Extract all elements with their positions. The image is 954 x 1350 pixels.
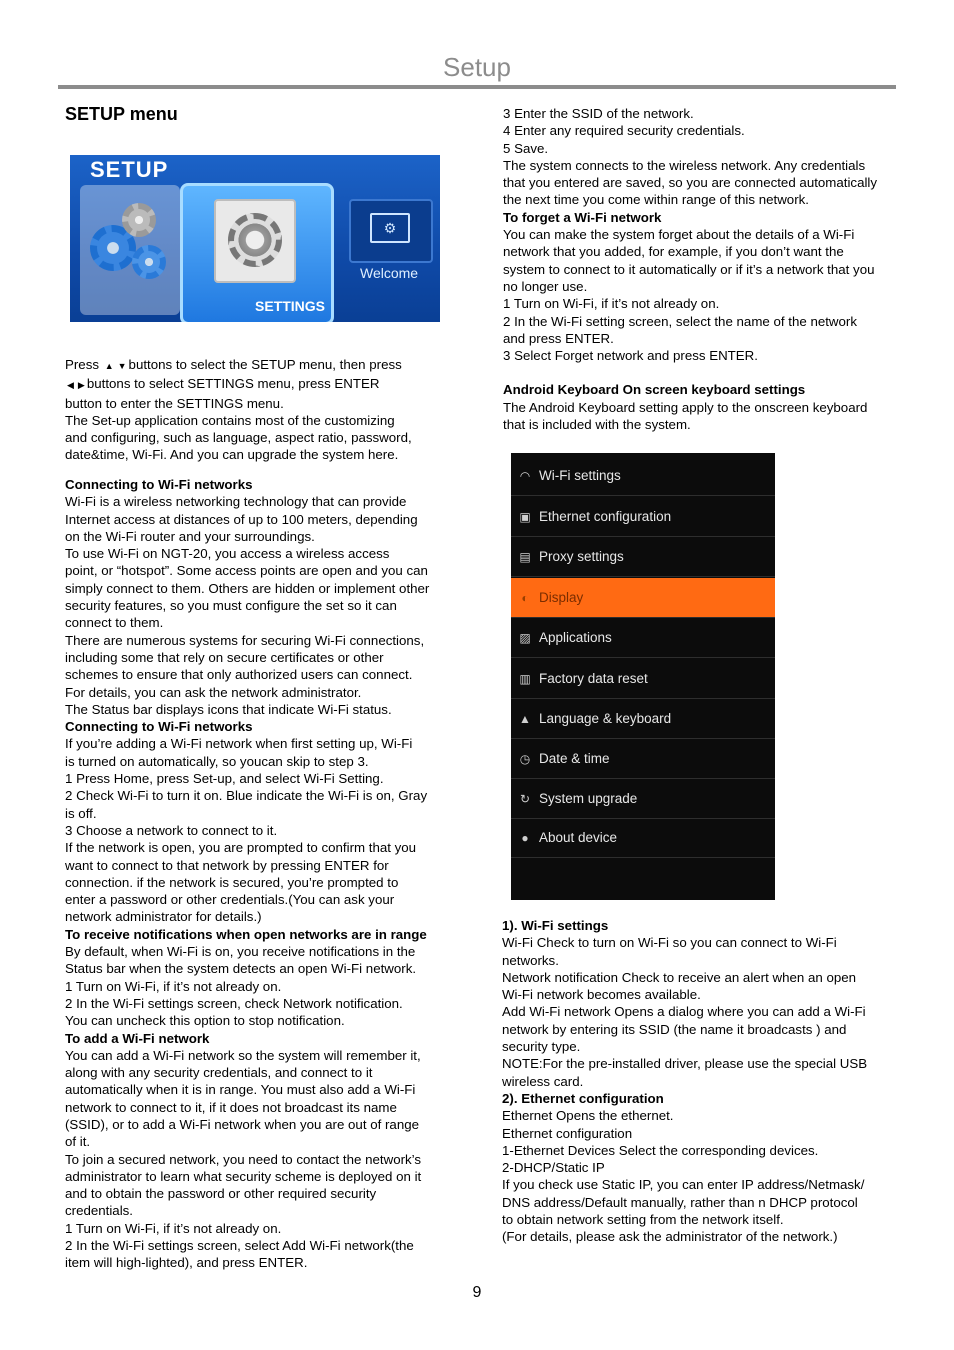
menu-item-proxy-settings[interactable] — [511, 537, 775, 577]
left-arrow-icon: ◀ — [67, 380, 74, 391]
right-column-bottom — [502, 917, 922, 1246]
ethernet-icon: ▣ — [519, 510, 531, 524]
page-title: Setup — [443, 52, 511, 82]
menu-item-label: Language & keyboard — [539, 711, 672, 726]
language-icon: ▲ — [519, 712, 531, 726]
paragraph: You can add a Wi-Fi network so the system will remember it, along with any security credentials, and connect to it automatically when it is in range. You must also add a Wi-Fi network to connect to it, if it does not broadcast its name (SSID), or to add a Wi-Fi network when you are out of range of it. To join a secured network, you need to contact the network’s administrator to learn what security scheme is deployed on it and to obtain the password or other required security credentials. 1 Turn on Wi-Fi, if it’s not already on. 2 In the Wi-Fi settings screen, select Add Wi-Fi network(the item will high-lighted), and press ENTER. — [65, 1047, 422, 1271]
section-heading: SETUP menu — [65, 104, 178, 124]
up-arrow-icon: ▲ — [104, 361, 114, 371]
intro-text-c: buttons to select SETTINGS menu, press ENTER button to enter the SETTINGS menu. The Set-up application contains most of the customizing and configuring, such as language, aspect ratio, password, date&time, Wi-Fi. And you can upgrade the system here. — [65, 376, 412, 463]
menu-item-label: Display — [539, 590, 584, 605]
menu-item-applications[interactable] — [511, 618, 775, 658]
menu-item-date-time[interactable] — [511, 739, 775, 779]
menu-item-wifi-settings[interactable] — [511, 456, 775, 496]
menu-item-label: About device — [539, 830, 618, 845]
gear-icon — [228, 213, 282, 267]
settings-tile-inner — [214, 199, 296, 283]
paragraph: Wi-Fi is a wireless networking technology that can provide Internet access at distances of up to 100 meters, depending on the Wi-Fi router and your surroundings. To use Wi-Fi on NGT-20, you access a wireless access point, or “hotspot”. Some access points are open and you can simply connect to them. Others are hidden or implement other security features, so you must configure the set so it can connect to them. There are numerous systems for securing Wi-Fi connections, including some that rely on secure certificates or other schemes to ensure that only authorized users can connect. For details, you can ask the network administrator. The Status bar displays icons that indicate Wi-Fi status. — [65, 494, 430, 717]
menu-item-ethernet-configuration[interactable] — [511, 497, 775, 537]
display-icon: ◐ — [521, 591, 529, 605]
wifi-icon: ◠ — [519, 469, 531, 483]
gear-icon — [122, 203, 156, 237]
menu-item-factory-data-reset[interactable] — [511, 659, 775, 699]
page-number: 9 — [472, 1284, 482, 1301]
subheading: To forget a Wi-Fi network — [503, 209, 662, 225]
banner-title: SETUP — [90, 157, 169, 182]
subheading: Connecting to Wi-Fi networks — [65, 719, 253, 735]
subheading: Connecting to Wi-Fi networks — [65, 477, 253, 492]
left-column-body — [65, 476, 475, 1272]
menu-item-label: Ethernet configuration — [539, 509, 672, 524]
monitor-icon: ⚙ — [370, 213, 410, 243]
subheading: Android Keyboard On screen keyboard settings — [503, 382, 806, 398]
paragraph: You can make the system forget about the details of a Wi-Fi network that you added, for example, if you don’t want the system to connect to it automatically or if it’s a network that you no longer use. 1 Turn on Wi-Fi, if it’s not already on. 2 In the Wi-Fi setting screen, select the name of the network and press ENTER. 3 Select Forget network and press ENTER. — [503, 227, 875, 364]
subheading: To add a Wi-Fi network — [65, 1030, 210, 1046]
applications-icon: ▨ — [519, 631, 531, 645]
menu-item-about-device[interactable] — [511, 818, 775, 858]
gear-icon — [132, 245, 166, 279]
menu-item-label: Factory data reset — [539, 671, 648, 686]
menu-item-label: Applications — [539, 630, 612, 645]
settings-label: SETTINGS — [255, 298, 326, 314]
proxy-icon: ▤ — [519, 550, 531, 564]
menu-item-display[interactable] — [511, 578, 775, 618]
reset-icon: ▥ — [519, 672, 531, 686]
down-arrow-icon: ▼ — [117, 361, 127, 371]
subheading: To receive notifications when open networks are in range — [65, 926, 427, 942]
paragraph: The Android Keyboard setting apply to the onscreen keyboard that is included with the system. — [503, 399, 868, 433]
upgrade-icon: ↻ — [519, 792, 531, 806]
menu-item-label: Proxy settings — [539, 549, 624, 564]
menu-item-label: System upgrade — [539, 791, 638, 806]
subheading: 2). Ethernet configuration — [502, 1090, 664, 1106]
subheading: 1). Wi-Fi settings — [502, 918, 609, 933]
title-rule — [58, 85, 896, 89]
paragraph: By default, when Wi-Fi is on, you receive notifications in the Status bar when the system detects an open Wi-Fi network. 1 Turn on Wi-Fi, if it’s not already on. 2 In the Wi-Fi settings screen, check Network notification. You can uncheck this option to stop notification. — [65, 944, 417, 1029]
menu-item-system-upgrade[interactable] — [511, 779, 775, 819]
menu-item-label: Wi-Fi settings — [539, 468, 621, 483]
setup-banner-image — [70, 155, 440, 322]
info-icon: ● — [521, 831, 529, 845]
menu-item-language-keyboard[interactable] — [511, 699, 775, 739]
paragraph: If you’re adding a Wi-Fi network when first setting up, Wi-Fi is turned on automatically, so youcan skip to step 3. 1 Press Home, press Set-up, and select Wi-Fi Setting. 2 Check Wi-Fi to turn it on. Blue indicate the Wi-Fi is on, Gray is off. 3 Choose a network to connect to it. If the network is open, you are prompted to confirm that you want to connect to that network by pressing ENTER for connection. if the network is secured, you’re prompted to enter a password or other credentials.(You can ask your network administrator for details.) — [65, 736, 428, 925]
paragraph: Wi-Fi Check to turn on Wi-Fi so you can connect to Wi-Fi networks. Network notification Check to receive an alert when an open Wi-Fi network becomes available. Add Wi-Fi network Opens a dialog where you can add a Wi-Fi network by entering its SSID (the name it broadcasts ) and security type. NOTE:For the pre-installed driver, please use the special USB wireless card. — [502, 935, 868, 1089]
left-column-intro — [65, 356, 465, 464]
paragraph: 3 Enter the SSID of the network. 4 Enter any required security credentials. 5 Save. The system connects to the wireless network. Any credentials that you entered are saved, so you are connected automatically the next time you come within range of this network. — [503, 106, 878, 208]
right-arrow-icon: ▶ — [77, 380, 85, 391]
intro-text-a: Press — [65, 357, 99, 372]
settings-menu-screenshot — [511, 453, 775, 900]
clock-icon: ◷ — [519, 752, 531, 766]
welcome-label: Welcome — [360, 265, 419, 281]
intro-text-b: buttons to select the SETUP menu, then press — [128, 357, 402, 372]
paragraph: Ethernet Opens the ethernet. Ethernet configuration 1-Ethernet Devices Select the corresponding devices. 2-DHCP/Static IP If you check use Static IP, you can enter IP address/Netmask/ DNS address/Default manually, rather than n DHCP protocol to obtain network setting from the network itself. (For details, please ask the administrator of the network.) — [502, 1108, 865, 1245]
menu-item-label: Date & time — [539, 751, 610, 766]
right-column-top — [503, 105, 923, 433]
